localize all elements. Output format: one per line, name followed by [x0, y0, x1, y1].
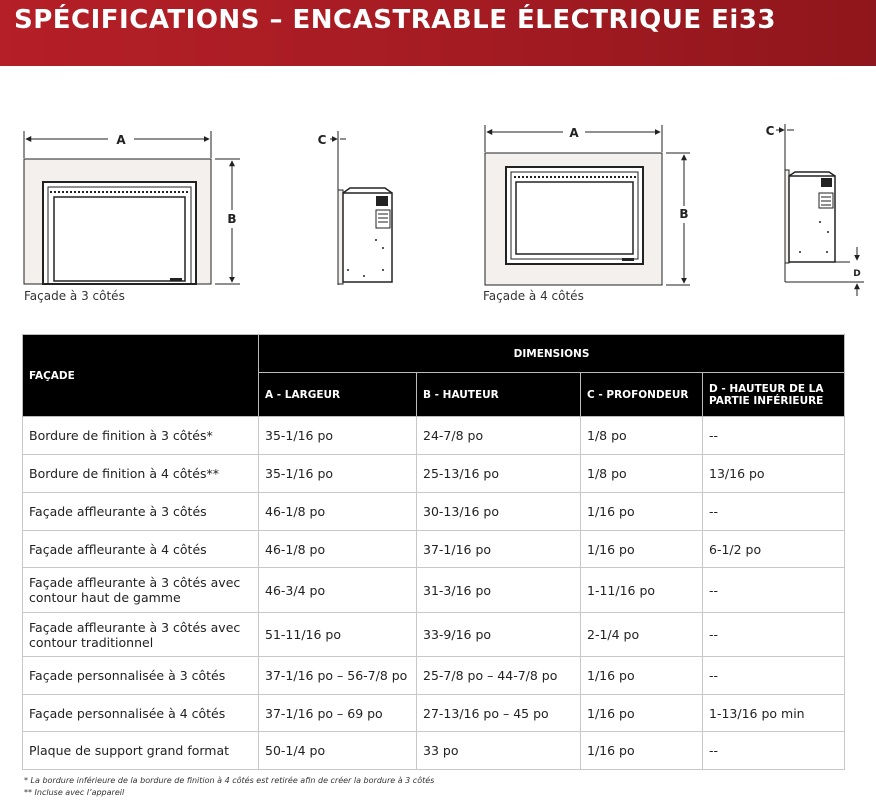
cell-b: 31-3/16 po	[417, 568, 581, 613]
cell-a: 37-1/16 po – 56-7/8 po	[259, 657, 417, 695]
table-row	[23, 657, 845, 695]
cell-a: 35-1/16 po	[259, 417, 417, 455]
cell-c: 1/16 po	[581, 695, 703, 732]
table-row	[23, 455, 845, 493]
dim-label-c-1: C	[317, 133, 327, 147]
cell-c: 2-1/4 po	[581, 613, 703, 657]
cell-facade: Façade personnalisée à 4 côtés	[23, 695, 259, 732]
cell-facade: Bordure de finition à 4 côtés**	[23, 455, 259, 493]
spec-table-body	[23, 417, 845, 770]
cell-a: 37-1/16 po – 69 po	[259, 695, 417, 732]
cell-facade: Façade affleurante à 3 côtés	[23, 493, 259, 531]
cell-d: --	[703, 732, 845, 770]
spec-table	[22, 334, 845, 770]
caption-3-sided: Façade à 3 côtés	[24, 289, 125, 303]
cell-d: --	[703, 417, 845, 455]
dim-label-d: D	[853, 269, 861, 279]
footnote-2: ** Incluse avec l’appareil	[24, 788, 125, 797]
cell-b: 25-13/16 po	[417, 455, 581, 493]
cell-a: 46-1/8 po	[259, 531, 417, 568]
cell-c: 1/16 po	[581, 493, 703, 531]
dimension-diagrams	[0, 110, 876, 310]
cell-c: 1/16 po	[581, 531, 703, 568]
table-row	[23, 732, 845, 770]
title-banner	[0, 0, 876, 66]
cell-c: 1/16 po	[581, 657, 703, 695]
dim-label-a-2: A	[569, 126, 579, 140]
cell-d: 1-13/16 po min	[703, 695, 845, 732]
diagram-drawings	[0, 110, 876, 310]
col-header-c: C - PROFONDEUR	[581, 373, 703, 417]
table-row	[23, 493, 845, 531]
cell-a: 50-1/4 po	[259, 732, 417, 770]
side-view-3-sided	[318, 131, 392, 285]
cell-facade: Plaque de support grand format	[23, 732, 259, 770]
col-header-a: A - LARGEUR	[259, 373, 417, 417]
cell-facade: Façade affleurante à 3 côtés avec contour haut de gamme	[23, 568, 259, 613]
cell-b: 30-13/16 po	[417, 493, 581, 531]
cell-b: 25-7/8 po – 44-7/8 po	[417, 657, 581, 695]
cell-c: 1/8 po	[581, 417, 703, 455]
table-row	[23, 695, 845, 732]
cell-a: 51-11/16 po	[259, 613, 417, 657]
cell-d: --	[703, 657, 845, 695]
table-row	[23, 531, 845, 568]
dim-label-a-1: A	[116, 133, 126, 147]
cell-c: 1/16 po	[581, 732, 703, 770]
dim-label-b-1: B	[227, 212, 237, 226]
col-header-dimensions: DIMENSIONS	[259, 335, 845, 373]
col-header-d: D - HAUTEUR DE LA PARTIE INFÉRIEURE	[703, 373, 845, 417]
cell-d: --	[703, 613, 845, 657]
cell-facade: Façade affleurante à 4 côtés	[23, 531, 259, 568]
cell-b: 24-7/8 po	[417, 417, 581, 455]
cell-d: --	[703, 493, 845, 531]
cell-facade: Bordure de finition à 3 côtés*	[23, 417, 259, 455]
col-header-b: B - HAUTEUR	[417, 373, 581, 417]
spec-table-head	[23, 335, 845, 417]
dim-label-c-2: C	[765, 124, 775, 138]
cell-b: 33-9/16 po	[417, 613, 581, 657]
cell-facade: Façade personnalisée à 3 côtés	[23, 657, 259, 695]
cell-facade: Façade affleurante à 3 côtés avec contour traditionnel	[23, 613, 259, 657]
cell-a: 35-1/16 po	[259, 455, 417, 493]
table-row	[23, 417, 845, 455]
cell-d: 6-1/2 po	[703, 531, 845, 568]
cell-b: 37-1/16 po	[417, 531, 581, 568]
side-view-4-sided	[766, 124, 864, 296]
table-row	[23, 613, 845, 657]
dim-label-b-2: B	[679, 207, 689, 221]
footnote-1: * La bordure inférieure de la bordure de finition à 4 côtés est retirée afin de créer la bordure à 3 côtés	[24, 776, 435, 785]
cell-b: 27-13/16 po – 45 po	[417, 695, 581, 732]
front-view-4-sided	[485, 125, 690, 285]
col-header-facade: FAÇADE	[23, 335, 259, 417]
header-row-1	[23, 335, 845, 373]
cell-b: 33 po	[417, 732, 581, 770]
caption-4-sided: Façade à 4 côtés	[483, 289, 584, 303]
cell-c: 1-11/16 po	[581, 568, 703, 613]
table-row	[23, 568, 845, 613]
page-title: SPÉCIFICATIONS – ENCASTRABLE ÉLECTRIQUE Ei33	[14, 5, 777, 35]
cell-c: 1/8 po	[581, 455, 703, 493]
cell-d: --	[703, 568, 845, 613]
front-view-3-sided	[24, 131, 240, 284]
cell-a: 46-1/8 po	[259, 493, 417, 531]
cell-d: 13/16 po	[703, 455, 845, 493]
cell-a: 46-3/4 po	[259, 568, 417, 613]
